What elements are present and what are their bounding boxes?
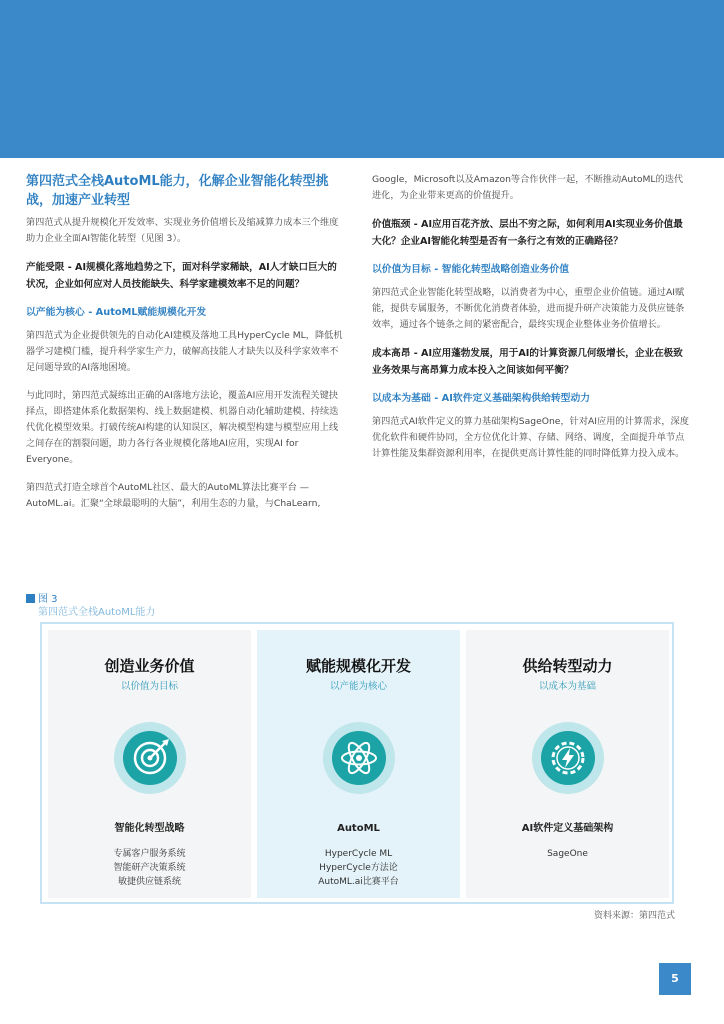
question-heading: 产能受限 - AI规模化落地趋势之下，面对科学家稀缺，AI人才缺口巨大的状况，企业如何应对人员技能缺失、科学家建模效率不足的问题？ [26, 262, 337, 290]
panel-subtitle: 以产能为核心 [329, 681, 387, 692]
list-item: HyperCycle方法论 [319, 863, 398, 873]
question-heading: 成本高昂 - AI应用蓬勃发展，用于AI的计算资源几何级增长，企业在极致业务效果与高昂算力成本投入之间该如何平衡？ [372, 348, 683, 376]
target-arrow-icon [113, 721, 187, 795]
panel-subtitle: 以成本为基础 [538, 681, 596, 692]
label-square-icon [26, 594, 35, 603]
panel-subtitle: 以价值为目标 [120, 681, 178, 692]
intro-paragraph: 第四范式从提升规模化开发效率、实现业务价值增长及缩减算力成本三个维度助力企业全面AI智能化转型（见图 3）。 [26, 217, 339, 244]
paragraph: 第四范式打造全球首个AutoML社区、最大的AutoML算法比赛平台 — AutoML.ai。汇聚“全球最聪明的大脑”，利用生态的力量，与ChaLearn, [26, 482, 321, 509]
figure-title: 第四范式全栈AutoML能力 [38, 607, 156, 618]
list-item: HyperCycle ML [324, 849, 393, 859]
list-item: 敏捷供应链系统 [117, 877, 181, 887]
panel-title: 创造业务价值 [104, 657, 195, 675]
panel-transformation-power [466, 630, 669, 898]
panel-title: 赋能规模化开发 [305, 657, 411, 675]
paragraph: Google，Microsoft以及Amazon等合作伙伴一起，不断推动AutoML的迭代进化，为企业带来更高的价值提升。 [372, 174, 684, 201]
subheading: 以产能为核心 - AutoML赋能规模化开发 [26, 307, 207, 318]
panel-name: AutoML [337, 823, 380, 834]
left-column [26, 172, 346, 524]
panel-name: AI软件定义基础架构 [521, 823, 614, 834]
lightning-gear-icon [531, 721, 605, 795]
subheading: 以价值为目标 - 智能化转型战略创造业务价值 [372, 264, 570, 275]
panel-items [466, 847, 669, 861]
page-number: 5 [659, 963, 691, 995]
paragraph: 与此同时，第四范式凝练出正确的AI落地方法论，覆盖AI应用开发流程关键抉择点，即搭建体系化数据架构、线上数据建模、机器自动化辅助建模、持续迭代优化模型效果。打破传统AI构建的认知误区，解决模型构建与模型应用上线之间存在的割裂问题，助力各行各业规模化落地AI应用，实现AI for Everyone。 [26, 390, 339, 465]
header-banner [0, 0, 724, 158]
panel-scale-development [257, 630, 460, 898]
source-note: 资料来源：第四范式 [594, 911, 676, 921]
figure-label: 图 3 [26, 590, 58, 605]
list-item: AutoML.ai比赛平台 [318, 877, 399, 887]
right-column [372, 172, 692, 474]
subheading: 以成本为基础 - AI软件定义基础架构供给转型动力 [372, 393, 591, 404]
list-item: SageOne [547, 849, 588, 859]
panel-name: 智能化转型战略 [114, 823, 185, 834]
list-item: 智能研产决策系统 [113, 863, 186, 873]
panel-items [48, 847, 251, 889]
paragraph: 第四范式企业智能化转型战略，以消费者为中心，重塑企业价值链。通过AI赋能，提供专属服务，不断优化消费者体验，进而提升研产决策能力及供应链条效率，通过各个链条之间的紧密配合，最终实现企业整体业务价值增长。 [372, 287, 685, 330]
question-heading: 价值瓶颈 - AI应用百花齐放、层出不穷之际，如何利用AI实现业务价值最大化？企业AI智能化转型是否有一条行之有效的正确路径？ [372, 219, 683, 247]
paragraph: 第四范式为企业提供领先的自动化AI建模及落地工具HyperCycle ML，降低机器学习建模门槛，提升科学家生产力，破解高技能人才缺失以及科学家效率不足问题导致的AI落地困境。 [26, 330, 343, 373]
paragraph: 第四范式AI软件定义的算力基础架构SageOne，针对AI应用的计算需求，深度优化软件和硬件协同，全方位优化计算、存储、网络、调度，全面提升单节点计算性能及集群资源利用率，在提供更高计算性能的同时降低算力投入成本。 [372, 416, 689, 459]
atom-icon [322, 721, 396, 795]
panel-business-value [48, 630, 251, 898]
list-item: 专属客户服务系统 [113, 849, 186, 859]
panel-title: 供给转型动力 [522, 657, 613, 675]
section-heading: 第四范式全栈AutoML能力，化解企业智能化转型挑战，加速产业转型 [26, 174, 329, 208]
panel-items [257, 847, 460, 889]
figure-panels [40, 622, 674, 904]
